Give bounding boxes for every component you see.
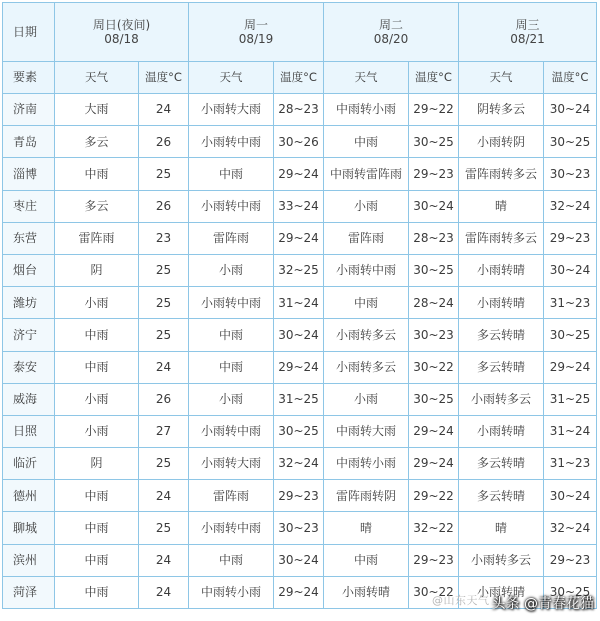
temp-cell: 30~23 bbox=[544, 158, 597, 190]
temp-cell: 30~25 bbox=[544, 576, 597, 608]
day-date: 08/18 bbox=[104, 32, 139, 46]
weather-cell: 中雨 bbox=[55, 351, 139, 383]
temp-cell: 23 bbox=[139, 222, 189, 254]
weather-cell: 中雨转小雨 bbox=[324, 448, 409, 480]
weather-cell: 中雨 bbox=[189, 544, 274, 576]
city-cell: 泰安 bbox=[3, 351, 55, 383]
weather-cell: 中雨 bbox=[55, 319, 139, 351]
weather-cell: 多云 bbox=[55, 190, 139, 222]
weather-cell: 中雨转大雨 bbox=[324, 415, 409, 447]
weather-cell: 中雨 bbox=[324, 544, 409, 576]
weather-cell: 多云转晴 bbox=[459, 448, 544, 480]
day-name: 周一 bbox=[243, 17, 268, 32]
city-cell: 潍坊 bbox=[3, 287, 55, 319]
table-row bbox=[3, 448, 597, 480]
day-date: 08/19 bbox=[238, 32, 274, 46]
weather-cell: 小雨转多云 bbox=[324, 351, 409, 383]
weather-column-header: 天气 bbox=[324, 62, 409, 94]
temp-cell: 29~22 bbox=[409, 480, 459, 512]
temp-cell: 32~24 bbox=[274, 448, 324, 480]
day-name: 周三 bbox=[515, 17, 540, 32]
temp-cell: 32~22 bbox=[409, 512, 459, 544]
table-row bbox=[3, 222, 597, 254]
weather-cell: 雷阵雨 bbox=[324, 222, 409, 254]
temp-cell: 30~24 bbox=[409, 190, 459, 222]
weather-cell: 中雨 bbox=[55, 512, 139, 544]
table-row bbox=[3, 190, 597, 222]
weather-cell: 小雨转多云 bbox=[459, 544, 544, 576]
weather-cell: 小雨转中雨 bbox=[189, 190, 274, 222]
city-cell: 日照 bbox=[3, 415, 55, 447]
temp-cell: 30~24 bbox=[274, 319, 324, 351]
weather-cell: 阴转多云 bbox=[459, 94, 544, 126]
temp-cell: 30~25 bbox=[409, 383, 459, 415]
day-name: 周二 bbox=[378, 17, 403, 32]
temp-cell: 32~25 bbox=[274, 254, 324, 286]
temp-cell: 29~24 bbox=[274, 576, 324, 608]
temp-cell: 25 bbox=[139, 512, 189, 544]
temp-cell: 28~24 bbox=[409, 287, 459, 319]
weather-column-header: 天气 bbox=[189, 62, 274, 94]
temp-column-header: 温度°C bbox=[544, 62, 597, 94]
temp-cell: 29~24 bbox=[274, 351, 324, 383]
weather-column-header: 天气 bbox=[459, 62, 544, 94]
forecast-rows bbox=[3, 94, 597, 609]
temp-cell: 29~23 bbox=[274, 480, 324, 512]
city-cell: 菏泽 bbox=[3, 576, 55, 608]
table-row bbox=[3, 383, 597, 415]
temp-cell: 30~23 bbox=[409, 319, 459, 351]
city-cell: 德州 bbox=[3, 480, 55, 512]
temp-cell: 28~23 bbox=[409, 222, 459, 254]
weather-cell: 多云转晴 bbox=[459, 480, 544, 512]
element-header-row bbox=[3, 62, 597, 94]
temp-cell: 31~25 bbox=[274, 383, 324, 415]
weather-cell: 晴 bbox=[324, 512, 409, 544]
weather-cell: 中雨 bbox=[324, 126, 409, 158]
temp-cell: 31~23 bbox=[544, 448, 597, 480]
element-label: 要素 bbox=[3, 62, 55, 94]
temp-column-header: 温度°C bbox=[274, 62, 324, 94]
temp-cell: 24 bbox=[139, 576, 189, 608]
weather-cell: 雷阵雨转阴 bbox=[324, 480, 409, 512]
temp-cell: 30~24 bbox=[544, 480, 597, 512]
weather-cell: 中雨 bbox=[324, 287, 409, 319]
temp-cell: 30~25 bbox=[274, 415, 324, 447]
weather-cell: 小雨转阴 bbox=[459, 126, 544, 158]
temp-cell: 33~24 bbox=[274, 190, 324, 222]
table-row bbox=[3, 94, 597, 126]
temp-cell: 24 bbox=[139, 480, 189, 512]
table-row bbox=[3, 287, 597, 319]
weather-cell: 中雨 bbox=[189, 319, 274, 351]
weather-column-header: 天气 bbox=[55, 62, 139, 94]
temp-cell: 31~24 bbox=[274, 287, 324, 319]
weather-cell: 阴 bbox=[55, 448, 139, 480]
table-row bbox=[3, 544, 597, 576]
temp-cell: 31~25 bbox=[544, 383, 597, 415]
temp-cell: 30~24 bbox=[274, 544, 324, 576]
table-row bbox=[3, 319, 597, 351]
weather-cell: 小雨 bbox=[324, 383, 409, 415]
temp-cell: 29~24 bbox=[274, 158, 324, 190]
weather-cell: 雷阵雨 bbox=[189, 480, 274, 512]
table-row bbox=[3, 512, 597, 544]
temp-cell: 29~23 bbox=[409, 544, 459, 576]
temp-cell: 30~23 bbox=[274, 512, 324, 544]
faint-watermark: @山东天气 bbox=[432, 594, 490, 607]
temp-cell: 30~22 bbox=[409, 576, 459, 608]
weather-cell: 中雨 bbox=[189, 158, 274, 190]
weather-cell: 小雨转多云 bbox=[459, 383, 544, 415]
temp-cell: 31~24 bbox=[544, 415, 597, 447]
temp-column-header: 温度°C bbox=[139, 62, 189, 94]
date-header-row bbox=[3, 3, 597, 62]
temp-cell: 25 bbox=[139, 448, 189, 480]
city-cell: 烟台 bbox=[3, 254, 55, 286]
weather-cell: 多云 bbox=[55, 126, 139, 158]
temp-cell: 30~25 bbox=[544, 126, 597, 158]
weather-cell: 中雨转小雨 bbox=[324, 94, 409, 126]
weather-cell: 中雨 bbox=[55, 158, 139, 190]
temp-column-header: 温度°C bbox=[409, 62, 459, 94]
temp-cell: 24 bbox=[139, 351, 189, 383]
temp-cell: 29~23 bbox=[409, 158, 459, 190]
day-header bbox=[459, 3, 597, 62]
weather-cell: 多云转晴 bbox=[459, 319, 544, 351]
weather-cell: 中雨转雷阵雨 bbox=[324, 158, 409, 190]
table-row bbox=[3, 126, 597, 158]
weather-cell: 晴 bbox=[459, 190, 544, 222]
weather-cell: 小雨转中雨 bbox=[189, 512, 274, 544]
weather-cell: 小雨转中雨 bbox=[189, 126, 274, 158]
day-header bbox=[55, 3, 189, 62]
temp-cell: 32~24 bbox=[544, 512, 597, 544]
city-cell: 聊城 bbox=[3, 512, 55, 544]
temp-cell: 25 bbox=[139, 319, 189, 351]
weather-cell: 阴 bbox=[55, 254, 139, 286]
weather-cell: 小雨转中雨 bbox=[189, 287, 274, 319]
weather-cell: 小雨 bbox=[324, 190, 409, 222]
day-name: 周日(夜间) bbox=[92, 17, 151, 32]
weather-cell: 小雨转晴 bbox=[324, 576, 409, 608]
weather-cell: 小雨 bbox=[55, 383, 139, 415]
weather-cell: 小雨转大雨 bbox=[189, 448, 274, 480]
table-row bbox=[3, 351, 597, 383]
weather-cell: 中雨 bbox=[55, 544, 139, 576]
weather-cell: 小雨 bbox=[55, 415, 139, 447]
weather-cell: 多云转晴 bbox=[459, 351, 544, 383]
temp-cell: 29~24 bbox=[544, 351, 597, 383]
table-row bbox=[3, 480, 597, 512]
weather-cell: 小雨转大雨 bbox=[189, 94, 274, 126]
table-row bbox=[3, 415, 597, 447]
day-header bbox=[324, 3, 459, 62]
temp-cell: 29~24 bbox=[274, 222, 324, 254]
weather-cell: 小雨转晴 bbox=[459, 287, 544, 319]
weather-cell: 小雨转晴 bbox=[459, 576, 544, 608]
temp-cell: 29~24 bbox=[409, 448, 459, 480]
weather-forecast-table bbox=[2, 2, 597, 609]
temp-cell: 32~24 bbox=[544, 190, 597, 222]
weather-cell: 雷阵雨转多云 bbox=[459, 158, 544, 190]
weather-cell: 小雨转中雨 bbox=[189, 415, 274, 447]
city-cell: 威海 bbox=[3, 383, 55, 415]
temp-cell: 30~24 bbox=[544, 94, 597, 126]
date-corner-label: 日期 bbox=[3, 3, 55, 62]
temp-cell: 25 bbox=[139, 287, 189, 319]
temp-cell: 30~25 bbox=[409, 126, 459, 158]
city-cell: 济宁 bbox=[3, 319, 55, 351]
table-row bbox=[3, 254, 597, 286]
temp-cell: 26 bbox=[139, 190, 189, 222]
watermark: 头条 @青春花猫 bbox=[491, 596, 594, 612]
temp-cell: 25 bbox=[139, 158, 189, 190]
day-date: 08/21 bbox=[510, 32, 545, 46]
temp-cell: 30~24 bbox=[544, 254, 597, 286]
table-row bbox=[3, 158, 597, 190]
weather-cell: 雷阵雨 bbox=[189, 222, 274, 254]
temp-cell: 30~25 bbox=[544, 319, 597, 351]
weather-cell: 雷阵雨转多云 bbox=[459, 222, 544, 254]
temp-cell: 29~22 bbox=[409, 94, 459, 126]
weather-cell: 晴 bbox=[459, 512, 544, 544]
city-cell: 东营 bbox=[3, 222, 55, 254]
weather-cell: 中雨 bbox=[55, 576, 139, 608]
temp-cell: 29~23 bbox=[544, 222, 597, 254]
temp-cell: 30~25 bbox=[409, 254, 459, 286]
weather-cell: 小雨 bbox=[189, 254, 274, 286]
temp-cell: 28~23 bbox=[274, 94, 324, 126]
city-cell: 枣庄 bbox=[3, 190, 55, 222]
temp-cell: 30~22 bbox=[409, 351, 459, 383]
temp-cell: 24 bbox=[139, 544, 189, 576]
temp-cell: 29~24 bbox=[409, 415, 459, 447]
temp-cell: 27 bbox=[139, 415, 189, 447]
city-cell: 临沂 bbox=[3, 448, 55, 480]
temp-cell: 24 bbox=[139, 94, 189, 126]
temp-cell: 25 bbox=[139, 254, 189, 286]
weather-cell: 小雨 bbox=[189, 383, 274, 415]
weather-cell: 中雨 bbox=[189, 351, 274, 383]
temp-cell: 29~23 bbox=[544, 544, 597, 576]
weather-cell: 小雨转晴 bbox=[459, 254, 544, 286]
temp-cell: 26 bbox=[139, 126, 189, 158]
city-cell: 青岛 bbox=[3, 126, 55, 158]
weather-cell: 中雨转小雨 bbox=[189, 576, 274, 608]
weather-cell: 小雨转晴 bbox=[459, 415, 544, 447]
city-cell: 滨州 bbox=[3, 544, 55, 576]
day-date: 08/20 bbox=[373, 32, 409, 46]
temp-cell: 31~23 bbox=[544, 287, 597, 319]
temp-cell: 26 bbox=[139, 383, 189, 415]
weather-cell: 雷阵雨 bbox=[55, 222, 139, 254]
weather-cell: 中雨 bbox=[55, 480, 139, 512]
city-cell: 济南 bbox=[3, 94, 55, 126]
weather-cell: 小雨转多云 bbox=[324, 319, 409, 351]
weather-cell: 小雨转中雨 bbox=[324, 254, 409, 286]
weather-cell: 小雨 bbox=[55, 287, 139, 319]
day-header bbox=[189, 3, 324, 62]
weather-cell: 大雨 bbox=[55, 94, 139, 126]
city-cell: 淄博 bbox=[3, 158, 55, 190]
temp-cell: 30~26 bbox=[274, 126, 324, 158]
